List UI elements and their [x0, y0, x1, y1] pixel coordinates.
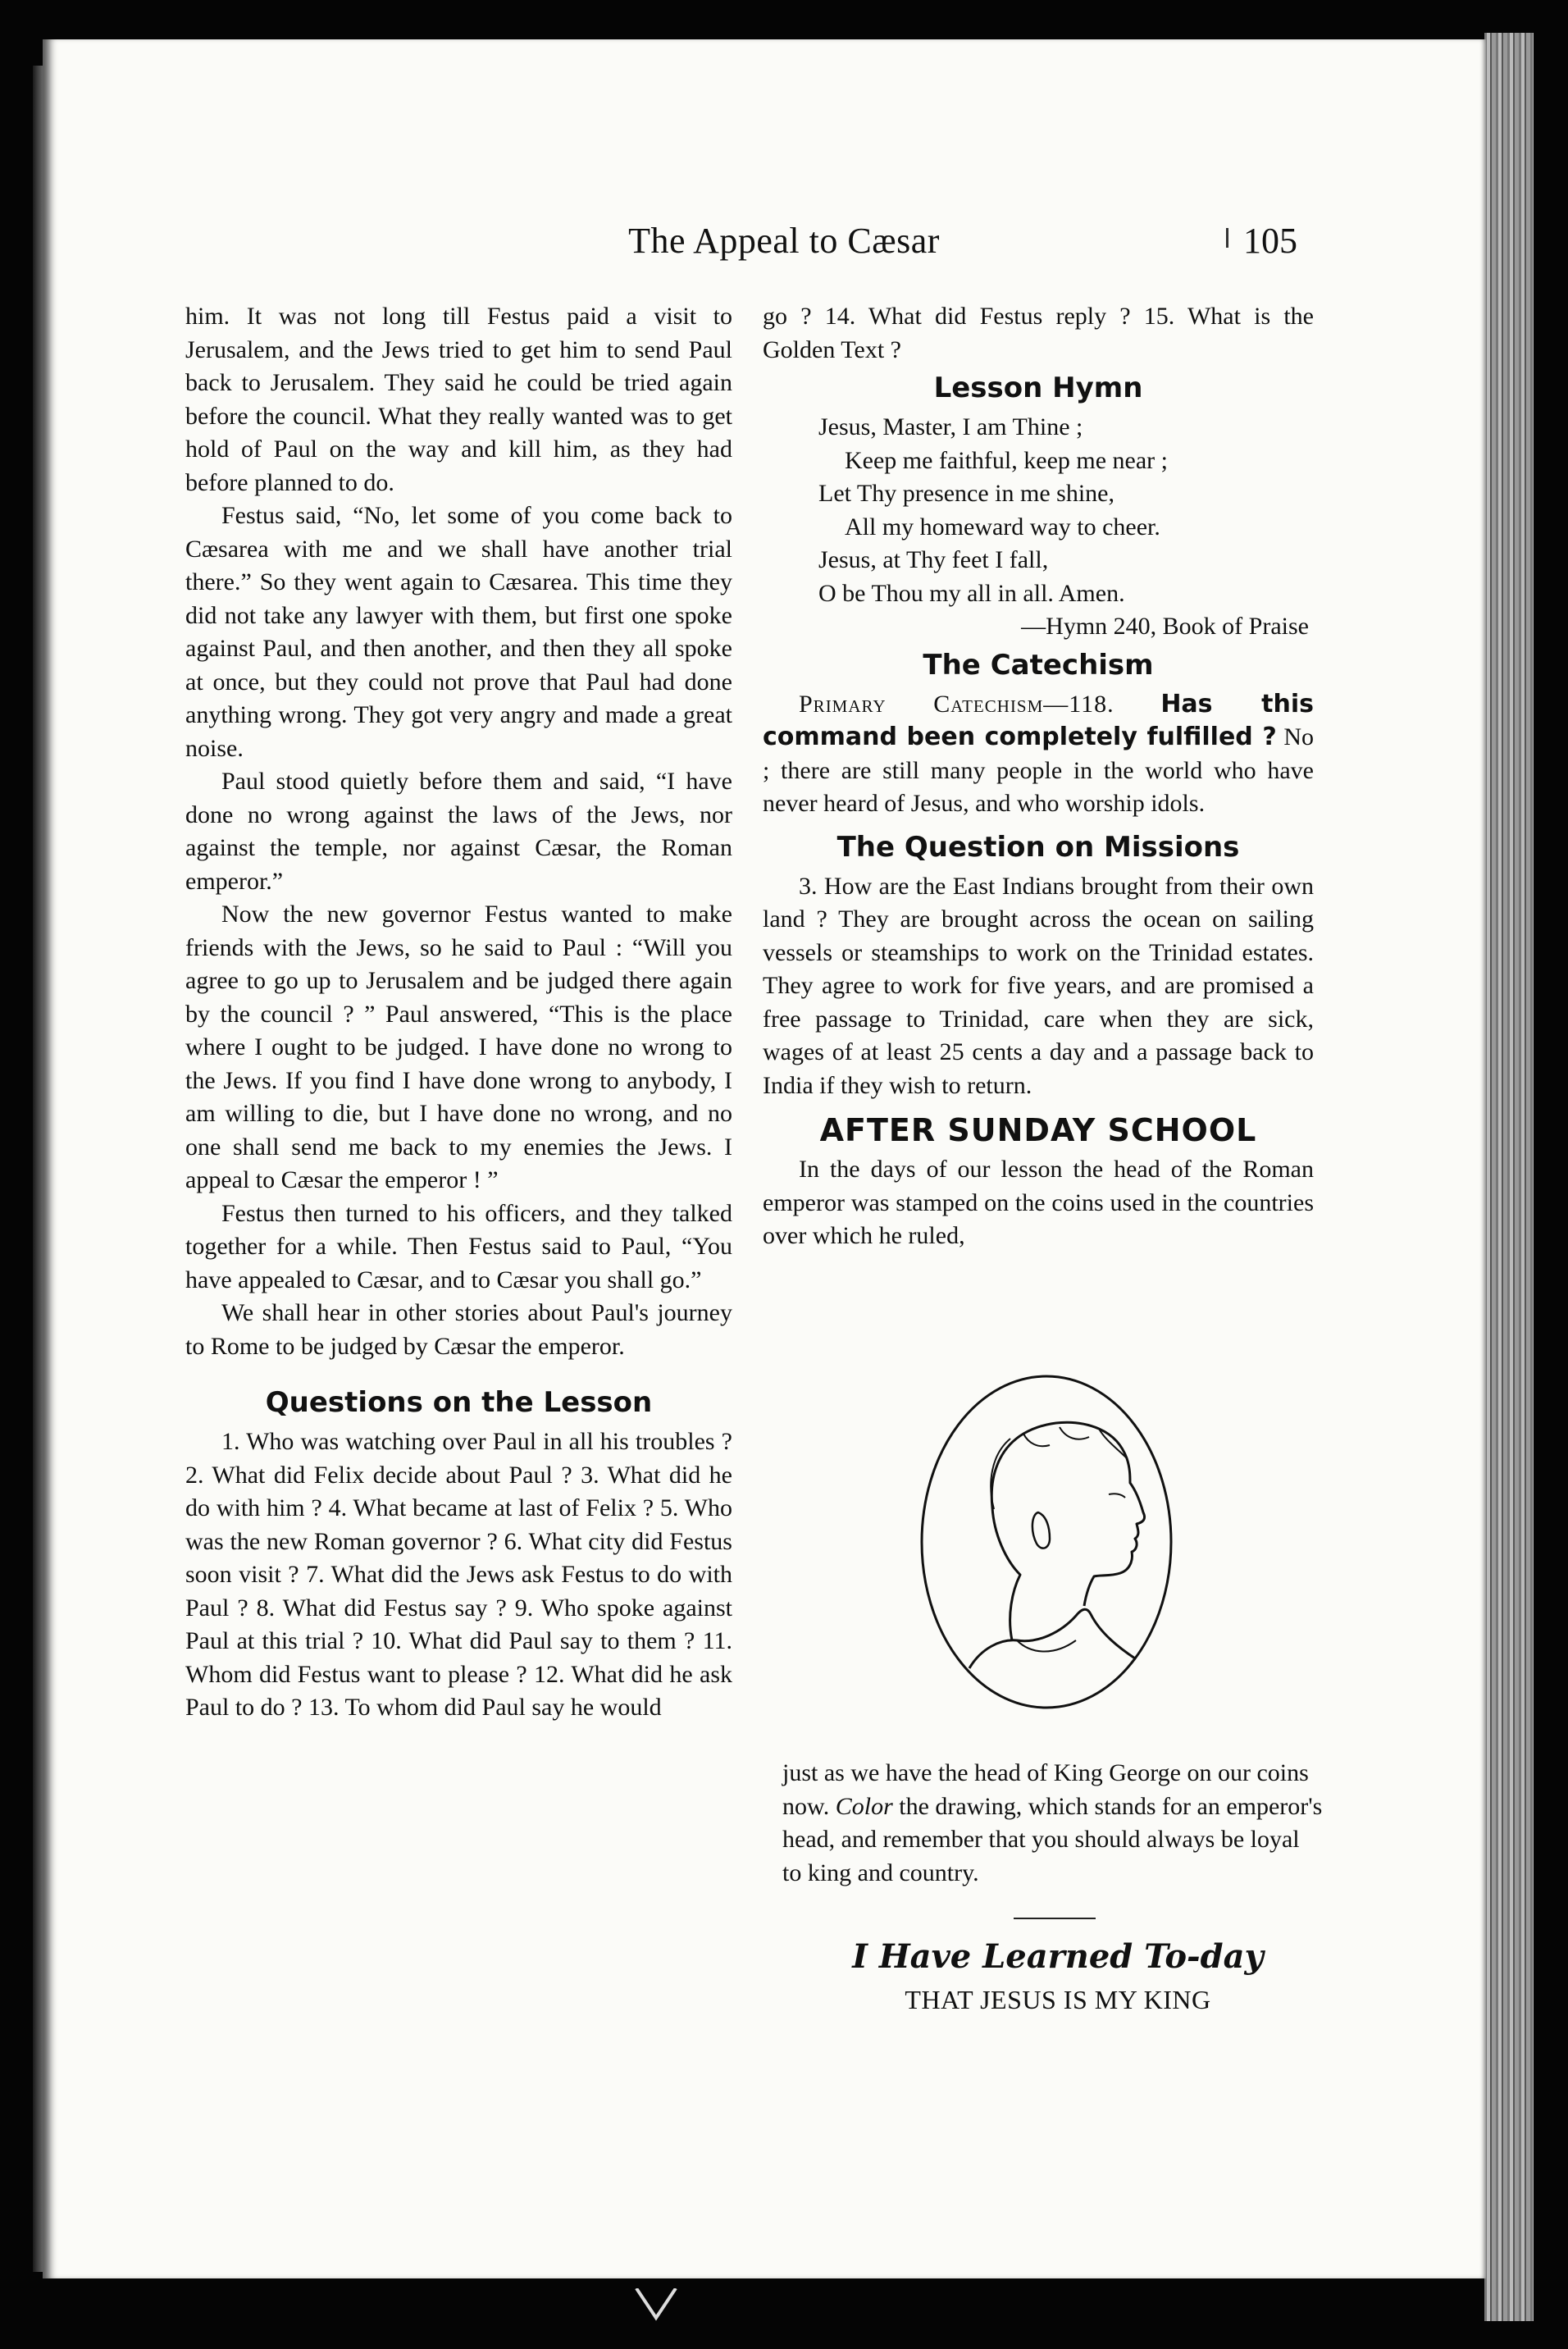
hymn-line: Jesus, at Thy feet I fall,	[818, 546, 1049, 573]
right-column	[763, 300, 1314, 1253]
after-text-continued	[782, 1757, 1324, 1890]
divider-rule	[1014, 1918, 1096, 1919]
after-text-part: the drawing, which stands for an emperor's head, and remember that you should always be loyal to king and country.	[782, 1792, 1323, 1886]
hymn	[763, 411, 1314, 644]
header-mark	[1226, 228, 1228, 248]
hymn-line: Jesus, Master, I am Thine ;	[818, 413, 1083, 440]
learned-today-heading: I Have Learned To-day	[852, 1937, 1264, 1976]
questions-text: 1. Who was watching over Paul in all his troubles ? 2. What did Felix decide about Paul ? 3. What did he do with him ? 4. What became at last of Felix ? 5. Who was the new Roman governor ? 6. What city did Festus soon visit ? 7. What did the Jews ask Festus to do with Paul ? 8. What did Festus say ? 9. Who spoke against Paul at this trial ? 10. What did Paul say to them ? 11. Whom did Festus want to please ? 12. What did he ask Paul to do ? 13. To whom did Paul say he would	[185, 1428, 732, 1721]
paragraph: Festus then turned to his officers, and they talked together for a while. Then Festus said to Paul, “You have appealed to Cæsar, and to Cæsar you shall go.”	[185, 1199, 732, 1293]
after-sunday-school-heading: AFTER SUNDAY SCHOOL	[819, 1112, 1257, 1148]
hymn-line: All my homeward way to cheer.	[845, 513, 1160, 540]
after-text-intro: In the days of our lesson the head of the Roman emperor was stamped on the coins used in the countries over which he ruled,	[763, 1156, 1314, 1249]
missions-text: 3. How are the East Indians brought from their own land ? They are brought across the ocean on sailing vessels or steamships to work on the Trinidad estates. They agree to work for five years, and are promised a free passage to Trinidad, care when they are sick, wages of at least 25 cents a day and a passage back to India if they wish to return.	[763, 872, 1314, 1099]
hymn-heading: Lesson Hymn	[933, 372, 1143, 404]
missions-heading: The Question on Missions	[836, 830, 1240, 864]
catechism-label: Primary Catechism—118.	[799, 690, 1114, 718]
questions-heading: Questions on the Lesson	[265, 1386, 653, 1419]
questions-continued: go ? 14. What did Festus reply ? 15. What is the Golden Text ?	[763, 303, 1314, 363]
paragraph: Festus said, “No, let some of you come back to Cæsarea with me and we shall have another trial there.” So they went again to Cæsarea. This time they did not take any lawyer with them, but first one spoke against Paul, and then another, and then they all spoke at once, but they could not prove that Paul had done anything wrong. They got very angry and made a great noise.	[185, 502, 732, 762]
book-page-stack-right-edge	[1484, 33, 1534, 2321]
paragraph: We shall hear in other stories about Paul's journey to Rome to be judged by Cæsar the emperor.	[185, 1299, 732, 1360]
emperor-head-drawing	[915, 1370, 1178, 1714]
hymn-attribution: —Hymn 240, Book of Praise	[1021, 613, 1309, 640]
paragraph: him. It was not long till Festus paid a visit to Jerusalem, and the Jews tried to get him to send Paul back to Jerusalem. They said he could be tried again before the council. What they really wanted was to get hold of Paul on the way and kill him, as they had before planned to do.	[185, 303, 732, 496]
catechism-heading: The Catechism	[923, 648, 1154, 682]
paragraph: Paul stood quietly before them and said, “I have done no wrong against the laws of the Jews, nor against the temple, nor against Cæsar, the Roman emperor.”	[185, 768, 732, 895]
paragraph: Now the new governor Festus wanted to make friends with the Jews, so he said to Paul : “Will you agree to go up to Jerusalem and be judged there again by the council ? ” Paul answered, “This is the place where I ought to be judged. I have done no wrong to the Jews. If you find I have done wrong to anybody, I am willing to die, but I have done no wrong, and no one shall send me back to my enemies the Jews. I appeal to Cæsar the emperor ! ”	[185, 901, 732, 1193]
catechism-text	[763, 688, 1314, 821]
left-column	[185, 300, 732, 1725]
binding-notch	[631, 2288, 681, 2338]
hymn-line: Keep me faithful, keep me near ;	[845, 446, 1168, 474]
learned-today-text: THAT JESUS IS MY KING	[905, 1985, 1211, 2014]
catechism-answer: No ; there are still many people in the world who have never heard of Jesus, and who worship idols.	[763, 723, 1315, 817]
hymn-line: O be Thou my all in all. Amen.	[818, 579, 1125, 607]
after-text-emphasis: Color	[835, 1792, 893, 1820]
after-text-part: just as we have the head of King George on our coins now.	[782, 1759, 1309, 1820]
page-number: 105	[1243, 221, 1297, 261]
hymn-line: Let Thy presence in me shine,	[818, 480, 1114, 507]
page-title: The Appeal to Cæsar	[628, 221, 940, 261]
catechism-question: Has this command been completely fulfilled ?	[763, 689, 1315, 751]
